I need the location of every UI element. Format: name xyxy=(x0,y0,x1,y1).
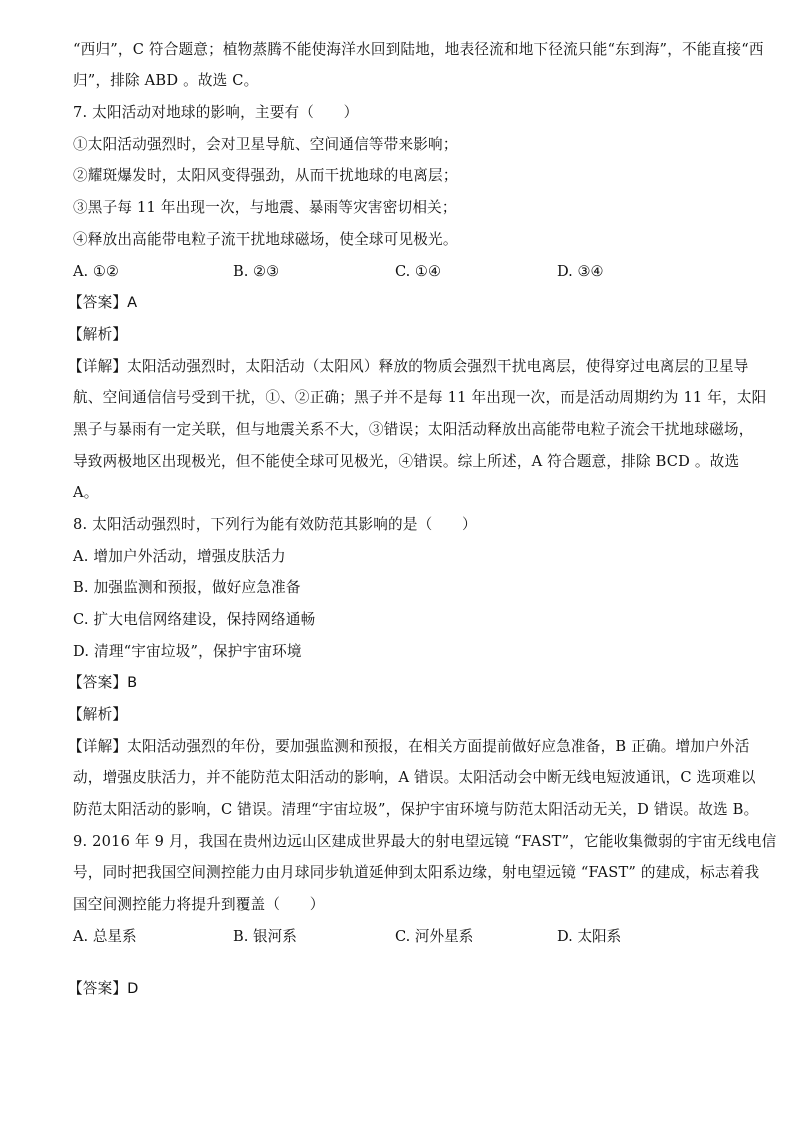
q9-answer: 【答案】D xyxy=(68,980,139,997)
q9-option-a: A. 总星系 xyxy=(73,928,137,945)
text-line: 归”，排除 ABD 。故选 C。 xyxy=(73,72,259,89)
question-9-stem: 9. 2016 年 9 月，我国在贵州边远山区建成世界最大的射电望远镜 “FAST”，它能收集微弱的宇宙无线电信 xyxy=(73,833,777,850)
q8-answer: 【答案】B xyxy=(68,674,138,691)
question-9-stem: 号，同时把我国空间测控能力由月球同步轨道延伸到太阳系边缘，射电望远镜 “FAST” 的建成，标志着我 xyxy=(73,864,760,881)
q7-option-a: A. ①② xyxy=(73,263,119,280)
statement-3: ③黑子每 11 年出现一次，与地震、暴雨等灾害密切相关； xyxy=(73,199,457,216)
q9-option-b: B. 银河系 xyxy=(233,928,297,945)
question-7-stem: 7. 太阳活动对地球的影响，主要有（ ） xyxy=(73,104,359,121)
q7-detail-line: 导致两极地区出现极光，但不能使全球可见极光，④错误。综上所述，A 符合题意，排除 BCD 。故选 xyxy=(73,453,740,470)
q7-analysis-label: 【解析】 xyxy=(68,326,128,343)
q7-detail-line: 航、空间通信信号受到干扰，①、②正确；黑子并不是每 11 年出现一次，而是活动周期约为 11 年，太阳 xyxy=(73,389,767,406)
q9-option-d: D. 太阳系 xyxy=(557,928,622,945)
q8-option-d: D. 清理“宇宙垃圾”，保护宇宙环境 xyxy=(73,643,302,660)
q7-detail-line: 【详解】太阳活动强烈时，太阳活动（太阳风）释放的物质会强烈干扰电离层，使得穿过电离层的卫星导 xyxy=(68,358,749,375)
q7-option-b: B. ②③ xyxy=(233,263,280,280)
q8-option-a: A. 增加户外活动，增强皮肤活力 xyxy=(73,548,286,565)
statement-2: ②耀斑爆发时，太阳风变得强劲，从而干扰地球的电离层； xyxy=(73,167,458,184)
q8-detail-line: 动，增强皮肤活力，并不能防范太阳活动的影响，A 错误。太阳活动会中断无线电短波通讯，C 选项难以 xyxy=(73,769,756,786)
q7-detail-line: A。 xyxy=(73,484,99,501)
q7-option-d: D. ③④ xyxy=(557,263,604,280)
q9-option-c: C. 河外星系 xyxy=(395,928,474,945)
question-8-stem: 8. 太阳活动强烈时，下列行为能有效防范其影响的是（ ） xyxy=(73,516,477,533)
q8-analysis-label: 【解析】 xyxy=(68,706,128,723)
q8-detail-line: 【详解】太阳活动强烈的年份，要加强监测和预报，在相关方面提前做好应急准备，B 正确。增加户外活 xyxy=(68,738,750,755)
q8-detail-line: 防范太阳活动的影响，C 错误。清理“宇宙垃圾”，保护宇宙环境与防范太阳活动无关，D 错误。故选 B。 xyxy=(73,801,759,818)
q8-option-c: C. 扩大电信网络建设，保持网络通畅 xyxy=(73,611,316,628)
q7-option-c: C. ①④ xyxy=(395,263,442,280)
statement-1: ①太阳活动强烈时，会对卫星导航、空间通信等带来影响； xyxy=(73,136,458,153)
q8-option-b: B. 加强监测和预报，做好应急准备 xyxy=(73,579,301,596)
q7-answer: 【答案】A xyxy=(68,294,138,311)
question-9-stem: 国空间测控能力将提升到覆盖（ ） xyxy=(73,896,325,913)
statement-4: ④释放出高能带电粒子流干扰地球磁场，使全球可见极光。 xyxy=(73,231,458,248)
q7-detail-line: 黑子与暴雨有一定关联，但与地震关系不大，③错误；太阳活动释放出高能带电粒子流会干扰地球磁场， xyxy=(73,421,754,438)
text-line: “西归”，C 符合题意；植物蒸腾不能使海洋水回到陆地，地表径流和地下径流只能“东到海”，不能直接“西 xyxy=(73,41,764,58)
